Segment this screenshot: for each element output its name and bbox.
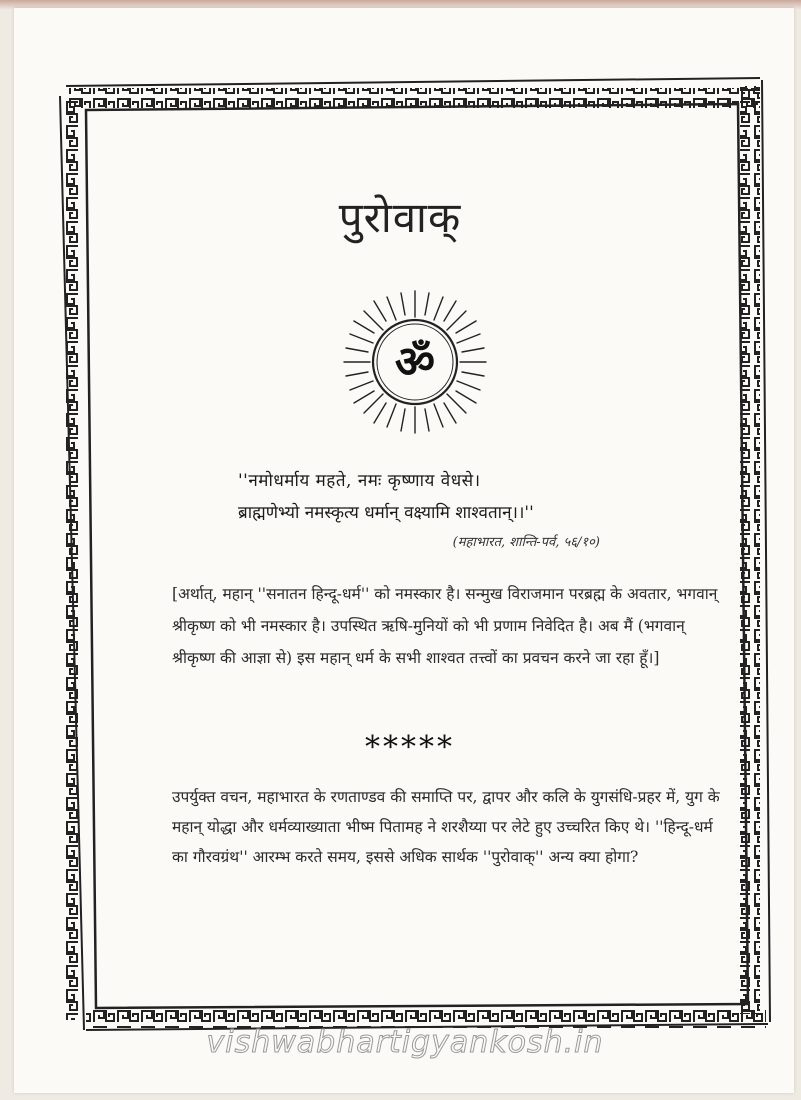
commentary-paragraph: उपर्युक्त वचन, महाभारत के रणताण्डव की समाप्ति पर, द्वापर और कलि के युगसंधि-प्रहर में, युग के महान् योद्धा और धर्मव्याख्याता भीष्म पितामह ने शरशैय्या पर लेटे हुए उच्चरित किए थे। ''हिन्दू-धर्म का गौरवग्रंथ'' आरम्भ करते समय, इससे अधिक सार्थक ''पुरोवाक्'' अन्य क्या होगा? — [172, 788, 720, 866]
om-glyph: ॐ — [394, 337, 436, 388]
om-symbol-emblem — [340, 287, 490, 437]
sanskrit-verse-line-1: ''नमोधर्माय महते, नमः कृष्णाय वेधसे। — [238, 471, 481, 491]
verse-citation: (महाभारत, शान्ति-पर्व, ५६/१०) — [452, 535, 600, 550]
sun-rays-icon — [340, 287, 490, 437]
translation-paragraph: [अर्थात्, महान् ''सनातन हिन्दू-धर्म'' को नमस्कार है। सन्मुख विराजमान परब्रह्म के अवतार, भगवान् श्रीकृष्ण को भी नमस्कार है। उपस्थित ऋषि-मुनियों को भी प्रणाम निवेदित है। अब मैं (भगवान् श्रीकृष्ण की आज्ञा से) इस महान् धर्म के सभी शाश्वत तत्त्वों का प्रवचन करने जा रहा हूँ।] — [172, 585, 718, 667]
section-separator: ***** — [365, 730, 455, 765]
page-title: पुरोवाक् — [338, 193, 462, 242]
watermark: vishwabhartigyankosh.in — [206, 1025, 604, 1060]
sanskrit-verse-line-2: ब्राह्मणेभ्यो नमस्कृत्य धर्मान् वक्ष्यामि शाश्वतान्।।'' — [238, 503, 534, 523]
